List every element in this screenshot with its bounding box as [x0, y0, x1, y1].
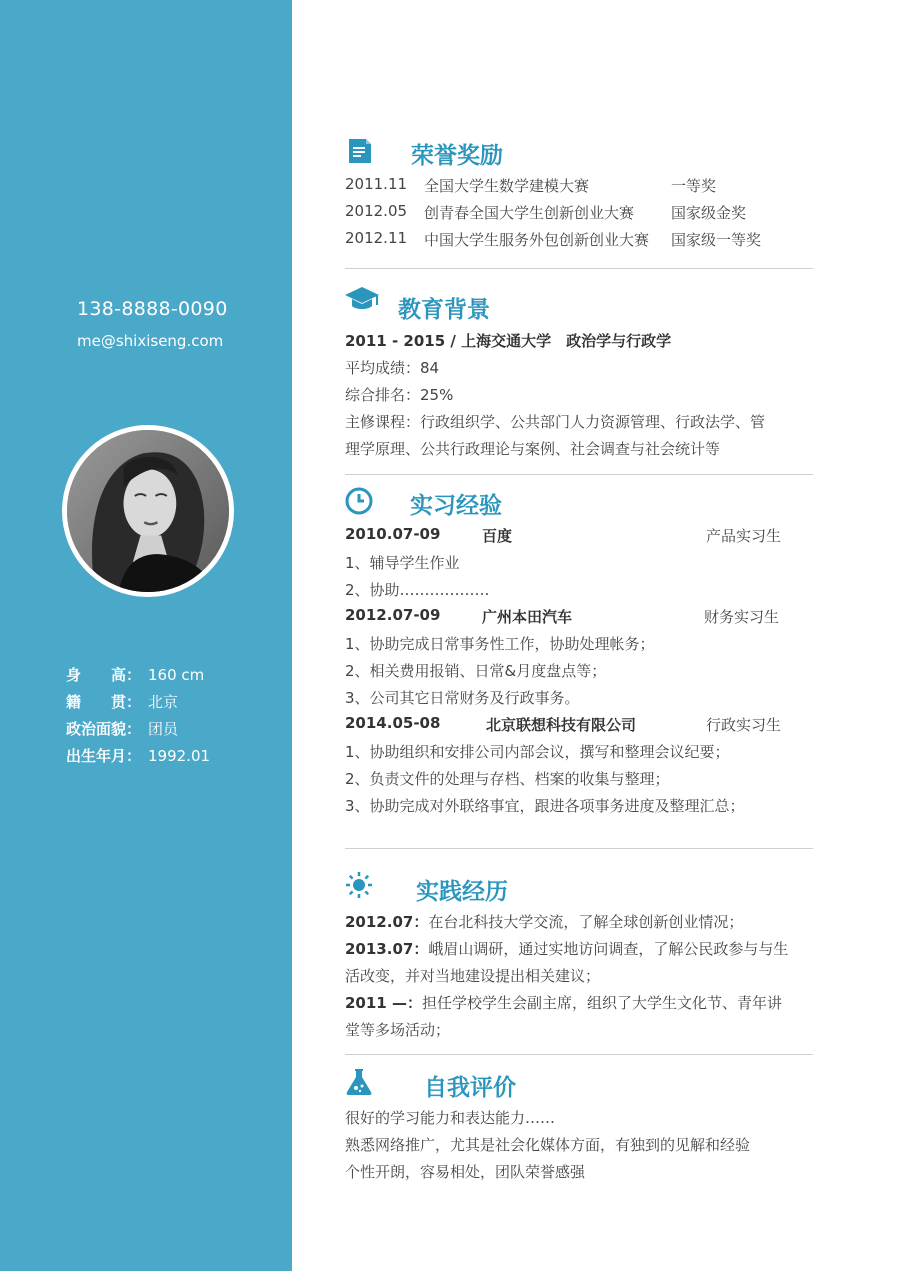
education-school: 2011 - 2015 / 上海交通大学 政治学与行政学: [345, 332, 672, 350]
job-company: 广州本田汽车: [482, 608, 573, 626]
honor-award: 国家级金奖: [671, 204, 747, 222]
info-value: 1992.01: [148, 747, 211, 765]
section-title-education: 教育背景: [398, 297, 490, 323]
portrait-photo: [67, 430, 229, 592]
job-date: 2014.05-08: [345, 714, 441, 732]
document-icon: [344, 136, 374, 166]
practice-text: 峨眉山调研，通过实地访问调查，了解公民政参与与生: [428, 940, 789, 958]
practice-item: [345, 992, 782, 1013]
sun-icon: [344, 870, 374, 900]
practice-text: 在台北科技大学交流，了解全球创新创业情况；: [428, 913, 744, 931]
practice-date: 2011 —：: [345, 994, 422, 1012]
info-label: 籍 贯：: [66, 693, 142, 711]
education-header: [345, 330, 671, 351]
self-evaluation-line: 熟悉网络推广，尤其是社会化媒体方面，有独到的见解和经验: [345, 1136, 751, 1154]
practice-item: [345, 965, 600, 986]
section-title-practice: 实践经历: [416, 879, 508, 905]
job-duty: 2、负责文件的处理与存档、档案的收集与整理；: [345, 770, 670, 788]
clock-icon: [344, 486, 374, 516]
practice-item: [345, 1019, 450, 1040]
sidebar: [0, 0, 292, 1271]
job-date: 2010.07-09: [345, 525, 441, 543]
section-title-internship: 实习经验: [410, 493, 502, 519]
honor-name: 中国大学生服务外包创新创业大赛: [424, 231, 650, 249]
education-line: 理学原理、公共行政理论与案例、社会调查与社会统计等: [345, 440, 721, 458]
job-duty: 1、协助完成日常事务性工作，协助处理帐务；: [345, 635, 655, 653]
education-line: 主修课程：行政组织学、公共部门人力资源管理、行政法学、管: [345, 413, 766, 431]
honor-date: 2012.11: [345, 229, 408, 247]
info-value: 团员: [148, 720, 179, 738]
practice-date: 2013.07：: [345, 940, 429, 958]
honor-award: 国家级一等奖: [671, 231, 762, 249]
job-date: 2012.07-09: [345, 606, 441, 624]
info-label: 出生年月：: [66, 747, 142, 765]
info-label: 政治面貌：: [66, 720, 142, 738]
self-evaluation-line: 个性开朗，容易相处，团队荣誉感强: [345, 1163, 586, 1181]
job-duty: 1、辅导学生作业: [345, 554, 460, 572]
job-duty: 2、协助………………: [345, 581, 490, 599]
email-address: me@shixiseng.com: [77, 332, 224, 350]
info-hometown: [66, 691, 178, 712]
honor-name: 创青春全国大学生创新创业大赛: [424, 204, 635, 222]
self-evaluation-line: 很好的学习能力和表达能力……: [345, 1109, 556, 1127]
divider: [345, 1054, 813, 1055]
practice-text: 堂等多场活动；: [345, 1021, 451, 1039]
education-line: 平均成绩：84: [345, 359, 440, 377]
job-company: 百度: [482, 527, 513, 545]
education-line: 综合排名：25%: [345, 386, 454, 404]
info-label: 身 高：: [66, 666, 142, 684]
practice-text: 担任学校学生会副主席，组织了大学生文化节、青年讲: [421, 994, 782, 1012]
section-title-honors: 荣誉奖励: [411, 143, 503, 169]
job-duty: 3、协助完成对外联络事宜，跟进各项事务进度及整理汇总；: [345, 797, 745, 815]
practice-date: 2012.07：: [345, 913, 429, 931]
section-title-self-evaluation: 自我评价: [424, 1075, 516, 1101]
phone-number: 138-8888-0090: [77, 298, 228, 320]
job-duty: 2、相关费用报销、日常&月度盘点等；: [345, 662, 607, 680]
honor-award: 一等奖: [671, 177, 717, 195]
info-value: 北京: [148, 693, 179, 711]
honor-name: 全国大学生数学建模大赛: [424, 177, 590, 195]
honor-date: 2012.05: [345, 202, 408, 220]
info-birth-date: [66, 745, 210, 766]
job-duty: 3、公司其它日常财务及行政事务。: [345, 689, 580, 707]
info-height: [66, 664, 204, 685]
job-company: 北京联想科技有限公司: [486, 716, 637, 734]
practice-item: [345, 911, 743, 932]
job-role: 行政实习生: [706, 716, 782, 734]
job-role: 财务实习生: [704, 608, 780, 626]
practice-text: 活改变，并对当地建设提出相关建议；: [345, 967, 601, 985]
honor-date: 2011.11: [345, 175, 408, 193]
info-political-status: [66, 718, 178, 739]
graduation-cap-icon: [344, 283, 380, 313]
flask-icon: [344, 1066, 374, 1096]
practice-item: [345, 938, 788, 959]
divider: [345, 474, 813, 475]
job-duty: 1、协助组织和安排公司内部会议，撰写和整理会议纪要；: [345, 743, 730, 761]
job-role: 产品实习生: [706, 527, 782, 545]
avatar: [62, 425, 234, 597]
divider: [345, 268, 813, 269]
info-value: 160 cm: [148, 666, 205, 684]
divider: [345, 848, 813, 849]
